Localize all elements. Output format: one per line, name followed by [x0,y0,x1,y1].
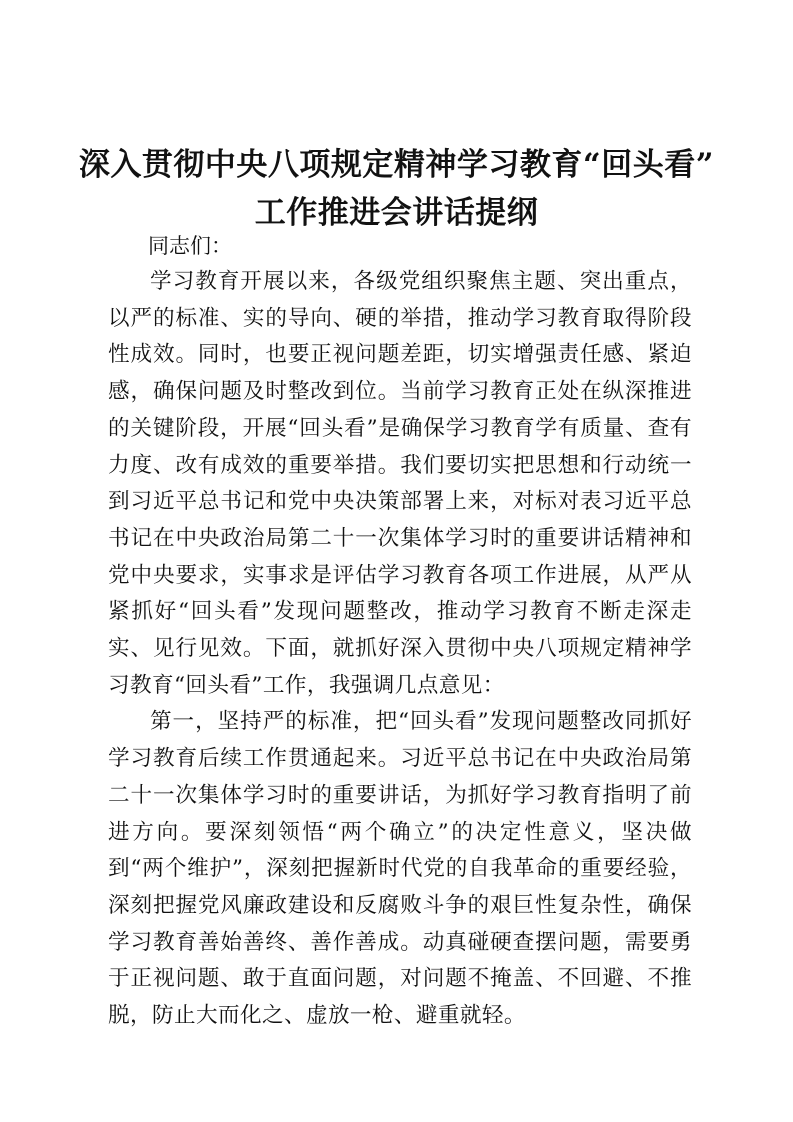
document-title [60,141,733,237]
paragraph-1: 学习教育开展以来，各级党组织聚焦主题、突出重点，以严的标准、实的导向、硬的举措，推动学习教育取得阶段性成效。同时，也要正视问题差距，切实增强责任感、紧迫感，确保问题及时整改到位。当前学习教育正处在纵深推进的关键阶段，开展“回头看”是确保学习教育学有质量、查有力度、改有成效的重要举措。我们要切实把思想和行动统一到习近平总书记和党中央决策部署上来，对标对表习近平总书记在中央政治局第二十一次集体学习时的重要讲话精神和党中央要求，实事求是评估学习教育各项工作进展，从严从紧抓好“回头看”发现问题整改，推动学习教育不断走深走实、见行见效。下面，就抓好深入贯彻中央八项规定精神学习教育“回头看”工作，我强调几点意见： [108,269,692,698]
greeting: 同志们： [148,234,232,258]
paragraph-2: 第一，坚持严的标准，把“回头看”发现问题整改同抓好学习教育后续工作贯通起来。习近平总书记在中央政治局第二十一次集体学习时的重要讲话，为抓好学习教育指明了前进方向。要深刻领悟“两个确立”的决定性意义，坚决做到“两个维护”，深刻把握新时代党的自我革命的重要经验，深刻把握党风廉政建设和反腐败斗争的艰巨性复杂性，确保学习教育善始善终、善作善成。动真碰硬查摆问题，需要勇于正视问题、敢于直面问题，对问题不掩盖、不回避、不推脱，防止大而化之、虚放一枪、避重就轻。 [108,709,692,1029]
title-line-1: 深入贯彻中央八项规定精神学习教育“回头看” [78,147,715,183]
document-body [108,228,692,1035]
title-line-2: 工作推进会讲话提纲 [254,195,539,231]
